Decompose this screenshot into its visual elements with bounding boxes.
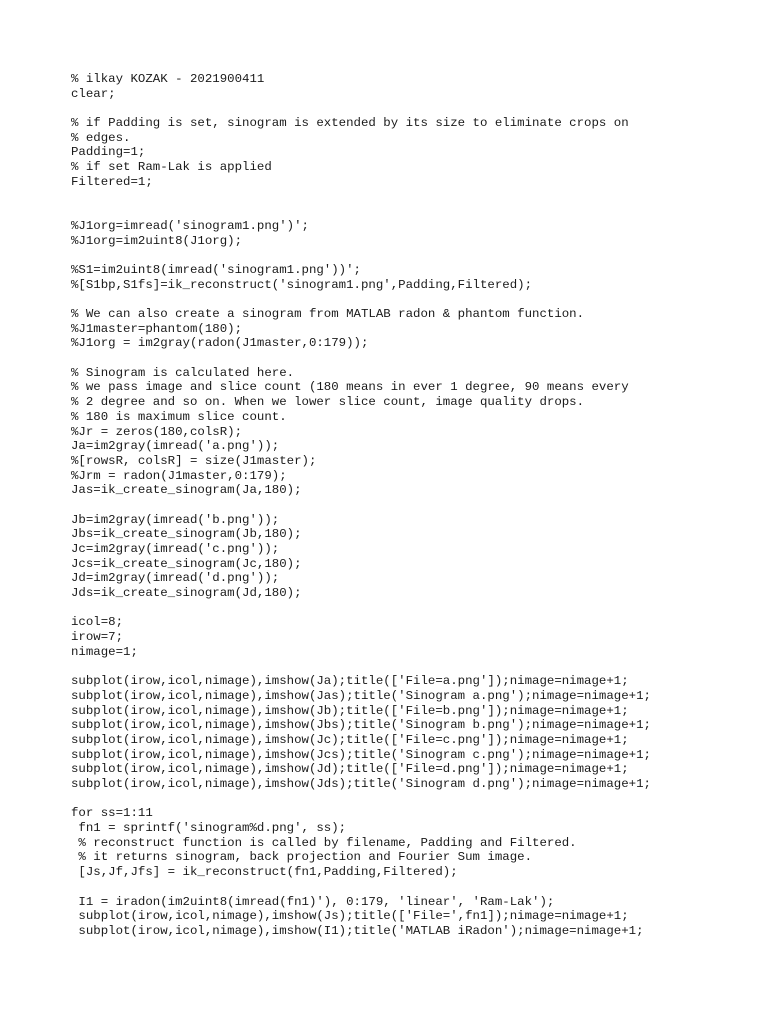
code-line: icol=8; xyxy=(71,615,124,630)
blank-line xyxy=(71,880,651,895)
comment-line: %J1org=imread('sinogram1.png')'; xyxy=(71,218,309,233)
comment-line: % if Padding is set, sinogram is extended by its size to eliminate crops on xyxy=(71,116,629,131)
code-line: Jds=ik_create_sinogram(Jd,180); xyxy=(71,586,302,601)
comment-line: %Jrm = radon(J1master,0:179); xyxy=(71,468,287,483)
code-line: subplot(irow,icol,nimage),imshow(Jc);title(['File=c.png']);nimage=nimage+1; xyxy=(71,732,629,747)
code-line: subplot(irow,icol,nimage),imshow(Jb);title(['File=b.png']);nimage=nimage+1; xyxy=(71,703,629,718)
blank-line xyxy=(71,248,651,263)
code-line: clear; xyxy=(71,86,116,101)
comment-line: % it returns sinogram, back projection and Fourier Sum image. xyxy=(71,850,533,865)
code-listing xyxy=(71,72,651,939)
blank-line xyxy=(71,101,651,116)
comment-line: %J1org=im2uint8(J1org); xyxy=(71,233,243,248)
code-line: subplot(irow,icol,nimage),imshow(Jd);title(['File=d.png']);nimage=nimage+1; xyxy=(71,762,629,777)
code-line: Jd=im2gray(imread('d.png')); xyxy=(71,571,280,586)
code-line: [Js,Jf,Jfs] = ik_reconstruct(fn1,Padding,Filtered); xyxy=(71,865,458,880)
blank-line xyxy=(71,660,651,675)
blank-line xyxy=(71,351,651,366)
comment-line: % 180 is maximum slice count. xyxy=(71,409,287,424)
comment-line: %Jr = zeros(180,colsR); xyxy=(71,424,243,439)
code-line: Jcs=ik_create_sinogram(Jc,180); xyxy=(71,556,302,571)
comment-line: % if set Ram-Lak is applied xyxy=(71,160,272,175)
code-line: Jc=im2gray(imread('c.png')); xyxy=(71,542,280,556)
code-line: Jas=ik_create_sinogram(Ja,180); xyxy=(71,483,302,498)
code-line: Jb=im2gray(imread('b.png')); xyxy=(71,512,280,527)
code-line: fn1 = sprintf('sinogram%d.png', ss); xyxy=(71,821,347,836)
code-line: subplot(irow,icol,nimage),imshow(Jds);title('Sinogram d.png');nimage=nimage+1; xyxy=(71,777,651,791)
code-line: Filtered=1; xyxy=(71,174,153,189)
code-line: subplot(irow,icol,nimage),imshow(Js);title(['File=',fn1]);nimage=nimage+1; xyxy=(71,909,629,924)
code-line: subplot(irow,icol,nimage),imshow(Jbs);title('Sinogram b.png');nimage=nimage+1; xyxy=(71,718,651,733)
code-line: Ja=im2gray(imread('a.png')); xyxy=(71,439,280,454)
blank-line xyxy=(71,601,651,616)
code-line: subplot(irow,icol,nimage),imshow(Ja);title(['File=a.png']);nimage=nimage+1; xyxy=(71,674,629,689)
blank-line xyxy=(71,204,651,219)
blank-line xyxy=(71,792,651,807)
code-line: for ss=1:11 xyxy=(71,806,153,821)
blank-line xyxy=(71,292,651,307)
code-line: I1 = iradon(im2uint8(imread(fn1)'), 0:179, 'linear', 'Ram-Lak'); xyxy=(71,894,555,909)
comment-line: %[S1bp,S1fs]=ik_reconstruct('sinogram1.png',Padding,Filtered); xyxy=(71,277,533,292)
code-line: subplot(irow,icol,nimage),imshow(Jcs);title('Sinogram c.png');nimage=nimage+1; xyxy=(71,747,651,762)
comment-line: % We can also create a sinogram from MATLAB radon & phantom function. xyxy=(71,307,585,321)
comment-line: % ilkay KOZAK - 2021900411 xyxy=(71,72,265,86)
code-line: Jbs=ik_create_sinogram(Jb,180); xyxy=(71,527,302,542)
comment-line: % 2 degree and so on. When we lower slice count, image quality drops. xyxy=(71,395,585,410)
comment-line: % Sinogram is calculated here. xyxy=(71,365,295,380)
comment-line: % edges. xyxy=(71,130,131,145)
blank-line xyxy=(71,498,651,513)
code-line: subplot(irow,icol,nimage),imshow(Jas);title('Sinogram a.png');nimage=nimage+1; xyxy=(71,688,651,703)
code-line: nimage=1; xyxy=(71,644,138,659)
comment-line: %S1=im2uint8(imread('sinogram1.png'))'; xyxy=(71,262,361,277)
comment-line: %[rowsR, colsR] = size(J1master); xyxy=(71,453,317,468)
blank-line xyxy=(71,190,651,205)
code-line: Padding=1; xyxy=(71,145,146,160)
code-line: subplot(irow,icol,nimage),imshow(I1);title('MATLAB iRadon');nimage=nimage+1; xyxy=(71,923,644,938)
code-line: irow=7; xyxy=(71,630,124,645)
comment-line: %J1master=phantom(180); xyxy=(71,321,243,336)
comment-line: %J1org = im2gray(radon(J1master,0:179)); xyxy=(71,336,369,351)
comment-line: % reconstruct function is called by filename, Padding and Filtered. xyxy=(71,835,577,850)
comment-line: % we pass image and slice count (180 means in ever 1 degree, 90 means every xyxy=(71,380,629,395)
